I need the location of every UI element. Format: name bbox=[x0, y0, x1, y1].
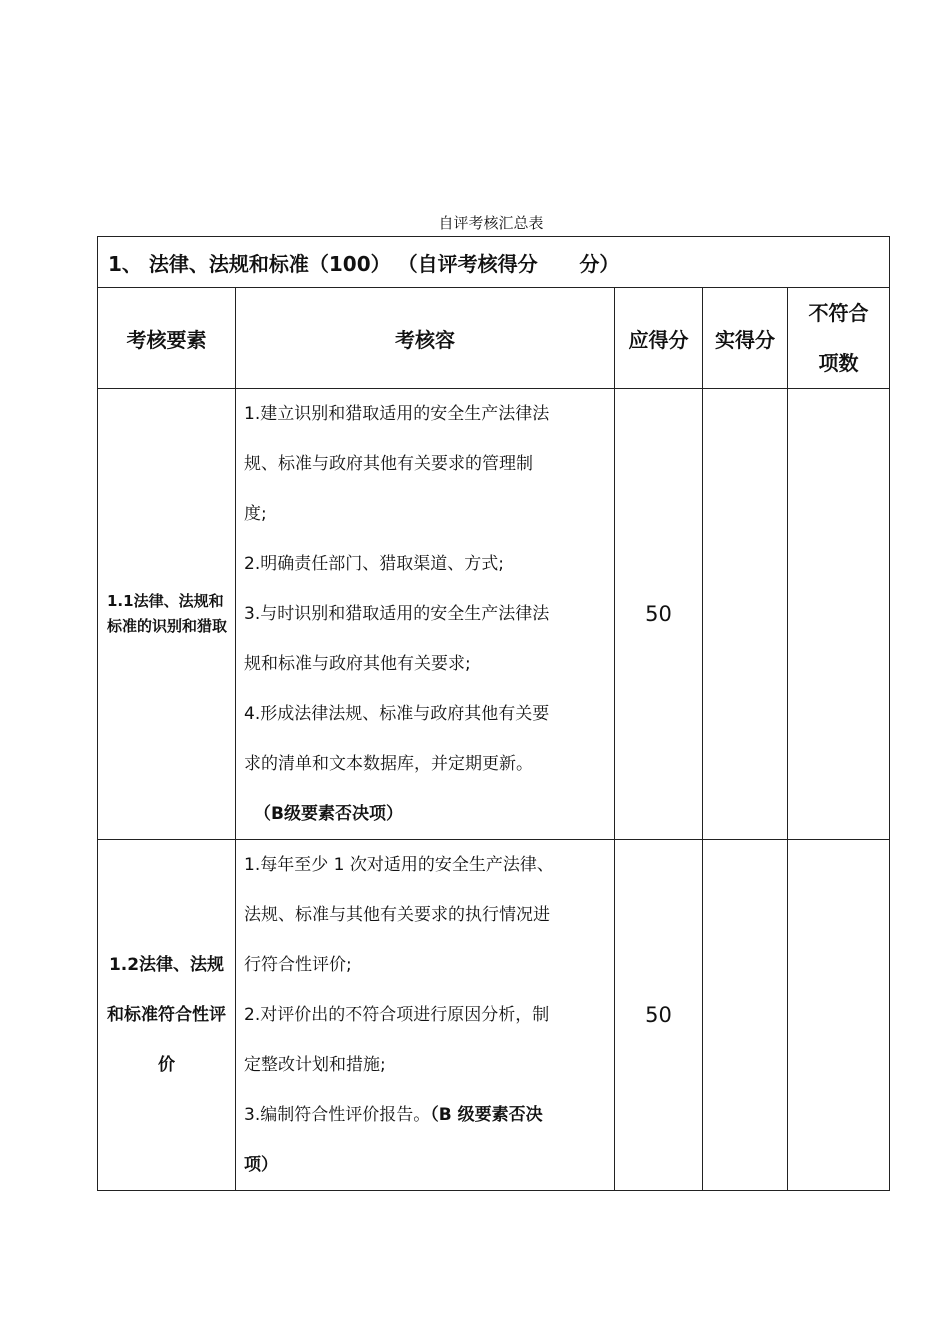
content-line-text: 3.编制符合性评价报告。 bbox=[244, 1105, 431, 1125]
header-nonconform-line2: 项数 bbox=[818, 351, 859, 375]
header-due-score: 应得分 bbox=[615, 288, 703, 389]
header-actual-score: 实得分 bbox=[703, 288, 788, 389]
content-line bbox=[244, 1090, 608, 1140]
header-element: 考核要素 bbox=[98, 288, 236, 389]
content-line: 4.形成法律法规、标准与政府其他有关要 bbox=[244, 704, 550, 724]
content-line: 1.建立识别和猎取适用的安全生产法律法 bbox=[244, 404, 550, 424]
row1-nonconform bbox=[788, 389, 890, 840]
table-row bbox=[98, 389, 890, 840]
veto-note-part2: 项） bbox=[244, 1155, 278, 1175]
content-line: 法规、标准与其他有关要求的执行情况进 bbox=[244, 905, 550, 925]
row2-actual-score bbox=[703, 840, 788, 1191]
content-line: 1.每年至少 1 次对适用的安全生产法律、 bbox=[244, 855, 554, 875]
evaluation-table bbox=[97, 236, 890, 1191]
row1-due-score: 50 bbox=[615, 389, 703, 840]
row2-nonconform bbox=[788, 840, 890, 1191]
row2-element: 1.2法律、法规和标准符合性评价 bbox=[98, 840, 236, 1191]
document-title: 自评考核汇总表 bbox=[438, 214, 544, 232]
section-title: 1、 法律、法规和标准（100） （自评考核得分 分） bbox=[98, 237, 890, 288]
veto-note: （B级要素否决项） bbox=[254, 804, 403, 824]
row2-content bbox=[236, 840, 615, 1191]
header-content: 考核容 bbox=[236, 288, 615, 389]
content-line: 3.与时识别和猎取适用的安全生产法律法 bbox=[244, 604, 550, 624]
content-line: 规和标准与政府其他有关要求; bbox=[244, 654, 471, 674]
section-row bbox=[98, 237, 890, 288]
content-line: 求的清单和文本数据库，并定期更新。 bbox=[244, 754, 533, 774]
content-line: 2.明确责任部门、猎取渠道、方式; bbox=[244, 554, 504, 574]
content-line: 度; bbox=[244, 504, 267, 524]
row1-actual-score bbox=[703, 389, 788, 840]
veto-note-part1: （B 级要素否决 bbox=[430, 1105, 543, 1125]
header-nonconform-line1: 不符合 bbox=[808, 301, 869, 325]
content-line: 2.对评价出的不符合项进行原因分析，制 bbox=[244, 1005, 550, 1025]
row1-element: 1.1法律、法规和标准的识别和猎取 bbox=[98, 389, 236, 840]
content-line: 行符合性评价; bbox=[244, 955, 352, 975]
header-row bbox=[98, 288, 890, 389]
content-line: 定整改计划和措施; bbox=[244, 1055, 386, 1075]
row1-content bbox=[236, 389, 615, 840]
header-nonconform bbox=[788, 288, 890, 389]
table-row bbox=[98, 840, 890, 1191]
content-line: 规、标准与政府其他有关要求的管理制 bbox=[244, 454, 533, 474]
row2-due-score: 50 bbox=[615, 840, 703, 1191]
